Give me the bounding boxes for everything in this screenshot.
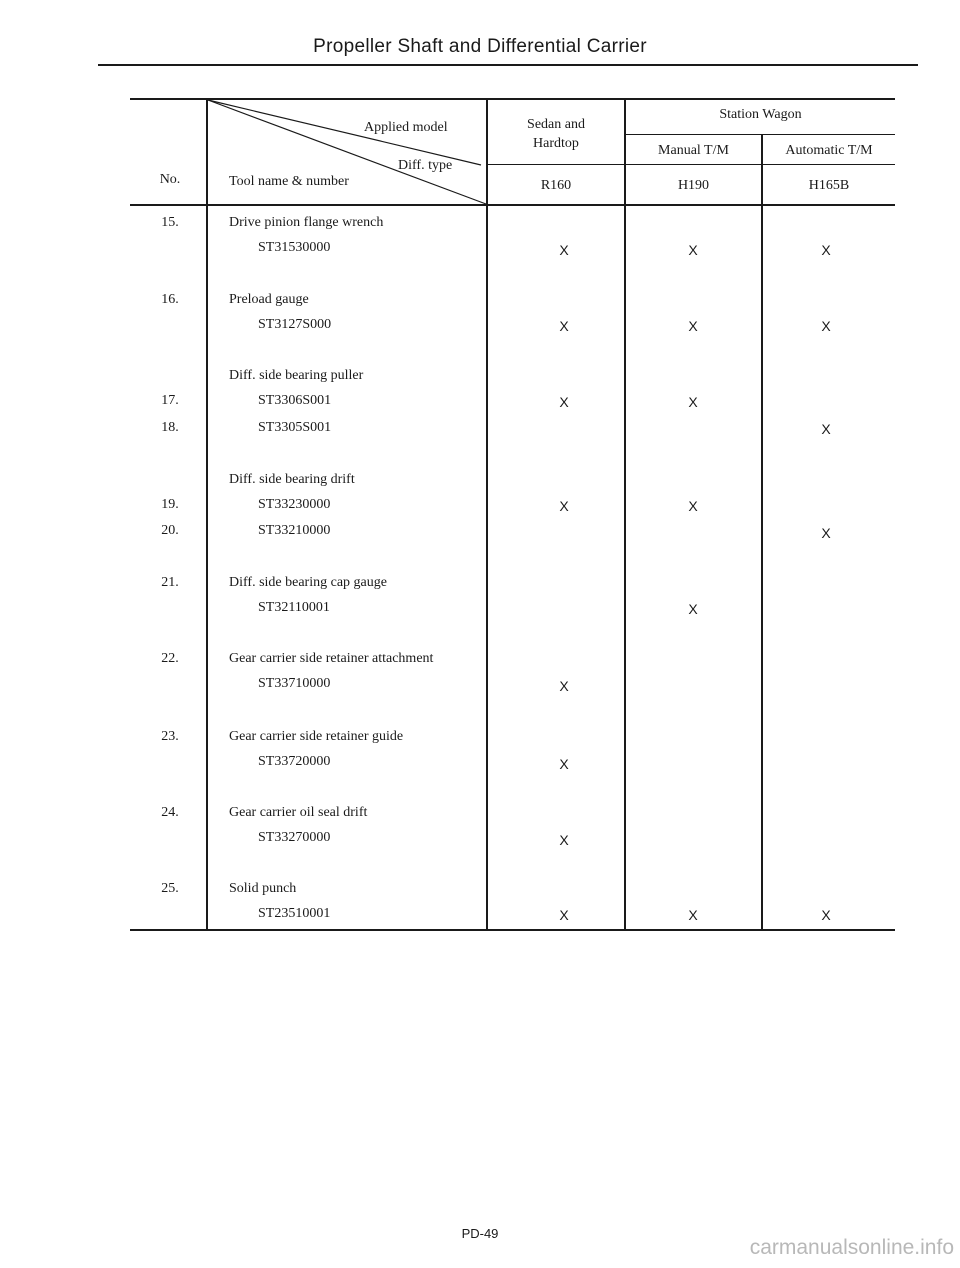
mark-r160: X xyxy=(559,318,569,334)
tool-part-number: ST33210000 xyxy=(258,523,331,538)
header-diff-type: Diff. type xyxy=(398,158,453,173)
diff-type-rule xyxy=(486,164,895,165)
tool-part-number: ST33230000 xyxy=(258,497,331,512)
row-number: 16. xyxy=(161,292,179,307)
tool-part-number: ST3306S001 xyxy=(258,393,332,408)
mark-h165b: X xyxy=(821,242,831,258)
header-hardtop: Hardtop xyxy=(533,136,579,151)
tool-name: Diff. side bearing cap gauge xyxy=(229,575,387,590)
tool-part-number: ST33720000 xyxy=(258,754,331,769)
table-bottom-rule xyxy=(130,929,895,931)
mark-r160: X xyxy=(559,498,569,514)
page-number: PD-49 xyxy=(461,1226,499,1241)
row-number: 19. xyxy=(161,497,179,512)
watermark: carmanualsonline.info xyxy=(749,1236,954,1259)
station-wagon-rule xyxy=(625,134,895,135)
tool-name: Drive pinion flange wrench xyxy=(229,215,384,230)
tool-part-number: ST23510001 xyxy=(258,906,331,921)
page-title: Propeller Shaft and Differential Carrier xyxy=(313,36,647,57)
tool-name: Solid punch xyxy=(229,881,297,896)
tool-part-number: ST33270000 xyxy=(258,830,331,845)
column-divider-no xyxy=(206,98,208,931)
header-no: No. xyxy=(159,172,181,187)
row-number: 24. xyxy=(161,805,179,820)
tool-part-number: ST3127S000 xyxy=(258,317,332,332)
tool-name: Gear carrier oil seal drift xyxy=(229,805,368,820)
header-station-wagon: Station Wagon xyxy=(719,107,802,122)
tool-name: Gear carrier side retainer attachment xyxy=(229,651,434,666)
tool-name: Gear carrier side retainer guide xyxy=(229,729,404,744)
mark-h190: X xyxy=(688,498,698,514)
column-divider-sedan xyxy=(624,98,626,931)
mark-r160: X xyxy=(559,907,569,923)
header-h165b: H165B xyxy=(808,178,850,193)
row-number: 17. xyxy=(161,393,179,408)
tool-part-number: ST3305S001 xyxy=(258,420,332,435)
row-number: 23. xyxy=(161,729,179,744)
mark-h165b: X xyxy=(821,907,831,923)
row-number: 25. xyxy=(161,881,179,896)
tool-name: Diff. side bearing drift xyxy=(229,472,355,487)
column-divider-tool xyxy=(486,98,488,931)
mark-r160: X xyxy=(559,394,569,410)
mark-h165b: X xyxy=(821,525,831,541)
header-applied-model: Applied model xyxy=(364,120,448,135)
mark-r160: X xyxy=(559,756,569,772)
header-sedan: Sedan and xyxy=(527,117,585,132)
row-number: 15. xyxy=(161,215,179,230)
mark-h190: X xyxy=(688,318,698,334)
header-h190: H190 xyxy=(677,178,710,193)
header-automatic-tm: Automatic T/M xyxy=(785,143,873,158)
mark-h190: X xyxy=(688,242,698,258)
header-tool-name: Tool name & number xyxy=(229,174,349,189)
mark-h190: X xyxy=(688,394,698,410)
mark-h190: X xyxy=(688,907,698,923)
title-rule xyxy=(98,64,918,66)
row-number: 21. xyxy=(161,575,179,590)
tool-part-number: ST33710000 xyxy=(258,676,331,691)
tool-name: Preload gauge xyxy=(229,292,309,307)
column-divider-manual xyxy=(761,135,763,931)
row-number: 22. xyxy=(161,651,179,666)
mark-h190: X xyxy=(688,601,698,617)
row-number: 18. xyxy=(161,420,179,435)
header-manual-tm: Manual T/M xyxy=(658,143,729,158)
row-number: 20. xyxy=(161,523,179,538)
mark-h165b: X xyxy=(821,318,831,334)
tool-part-number: ST31530000 xyxy=(258,240,331,255)
mark-h165b: X xyxy=(821,421,831,437)
mark-r160: X xyxy=(559,678,569,694)
mark-r160: X xyxy=(559,832,569,848)
mark-r160: X xyxy=(559,242,569,258)
header-r160: R160 xyxy=(540,178,572,193)
tool-name: Diff. side bearing puller xyxy=(229,368,364,383)
tool-part-number: ST32110001 xyxy=(258,600,330,615)
